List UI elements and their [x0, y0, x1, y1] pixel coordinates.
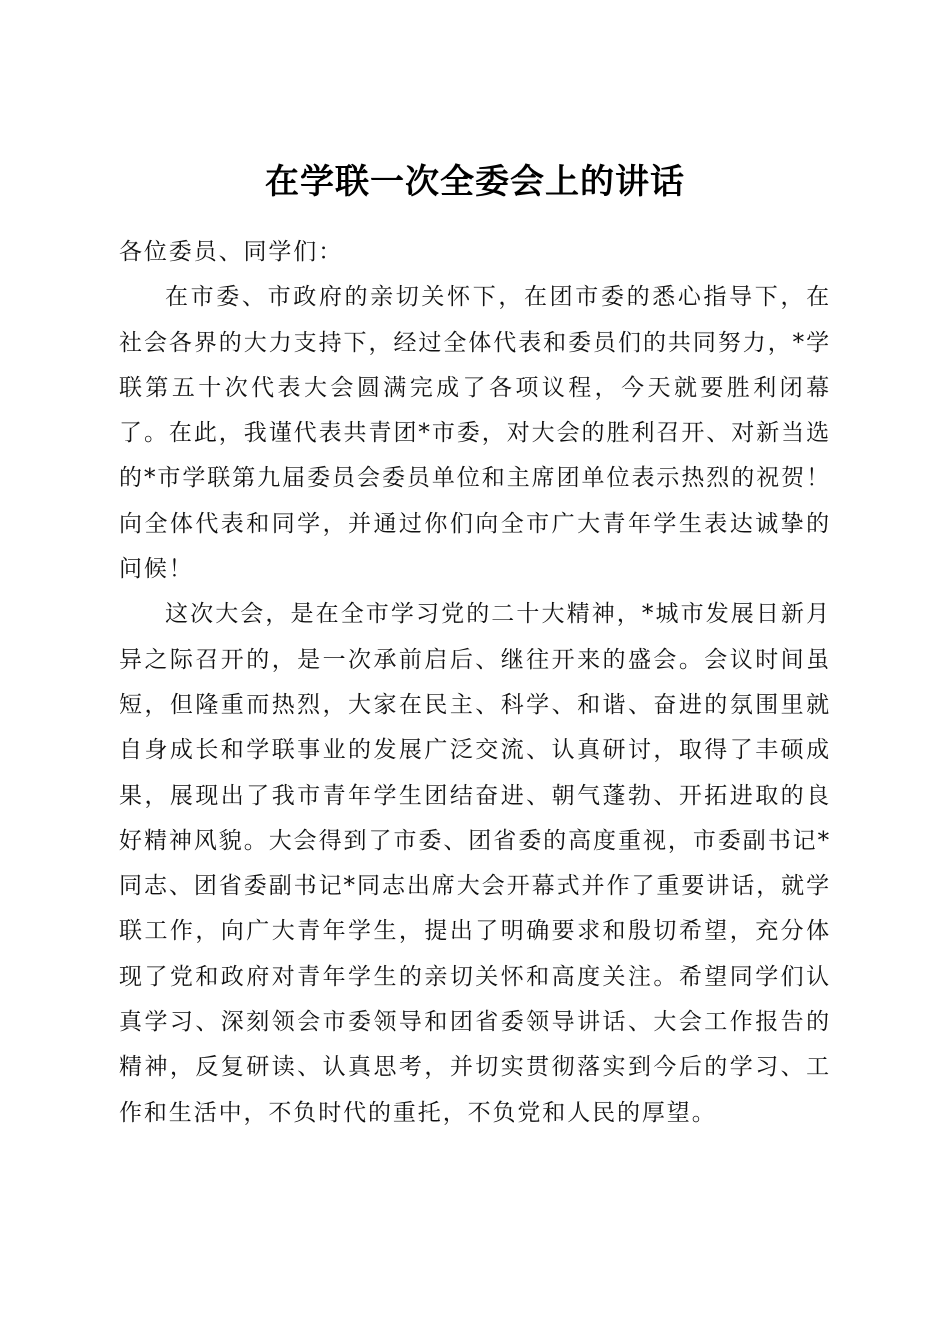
salutation: 各位委员、同学们：: [119, 239, 344, 265]
paragraph-1: 在市委、市政府的亲切关怀下，在团市委的悉心指导下，在社会各界的大力支持下，经过全体代表和委员们的共同努力，*学联第五十次代表大会圆满完成了各项议程，今天就要胜利闭幕了。在此，我谨代表共青团*市委，对大会的胜利召开、对新当选的*市学联第九届委员会委员单位和主席团单位表示热烈的祝贺！向全体代表和同学，并通过你们向全市广大青年学生表达诚挚的问候！: [119, 284, 831, 583]
document-title: 在学联一次全委会上的讲话: [265, 161, 685, 202]
document-body: [119, 230, 831, 1136]
paragraph-2: 这次大会，是在全市学习党的二十大精神，*城市发展日新月异之际召开的，是一次承前启后、继往开来的盛会。会议时间虽短，但隆重而热烈，大家在民主、科学、和谐、奋进的氛围里就自身成长和学联事业的发展广泛交流、认真研讨，取得了丰硕成果，展现出了我市青年学生团结奋进、朝气蓬勃、开拓进取的良好精神风貌。大会得到了市委、团省委的高度重视，市委副书记*同志、团省委副书记*同志出席大会开幕式并作了重要讲话，就学联工作，向广大青年学生，提出了明确要求和殷切希望，充分体现了党和政府对青年学生的亲切关怀和高度关注。希望同学们认真学习、深刻领会市委领导和团省委领导讲话、大会工作报告的精神，反复研读、认真思考，并切实贯彻落实到今后的学习、工作和生活中，不负时代的重托，不负党和人民的厚望。: [119, 601, 831, 1126]
